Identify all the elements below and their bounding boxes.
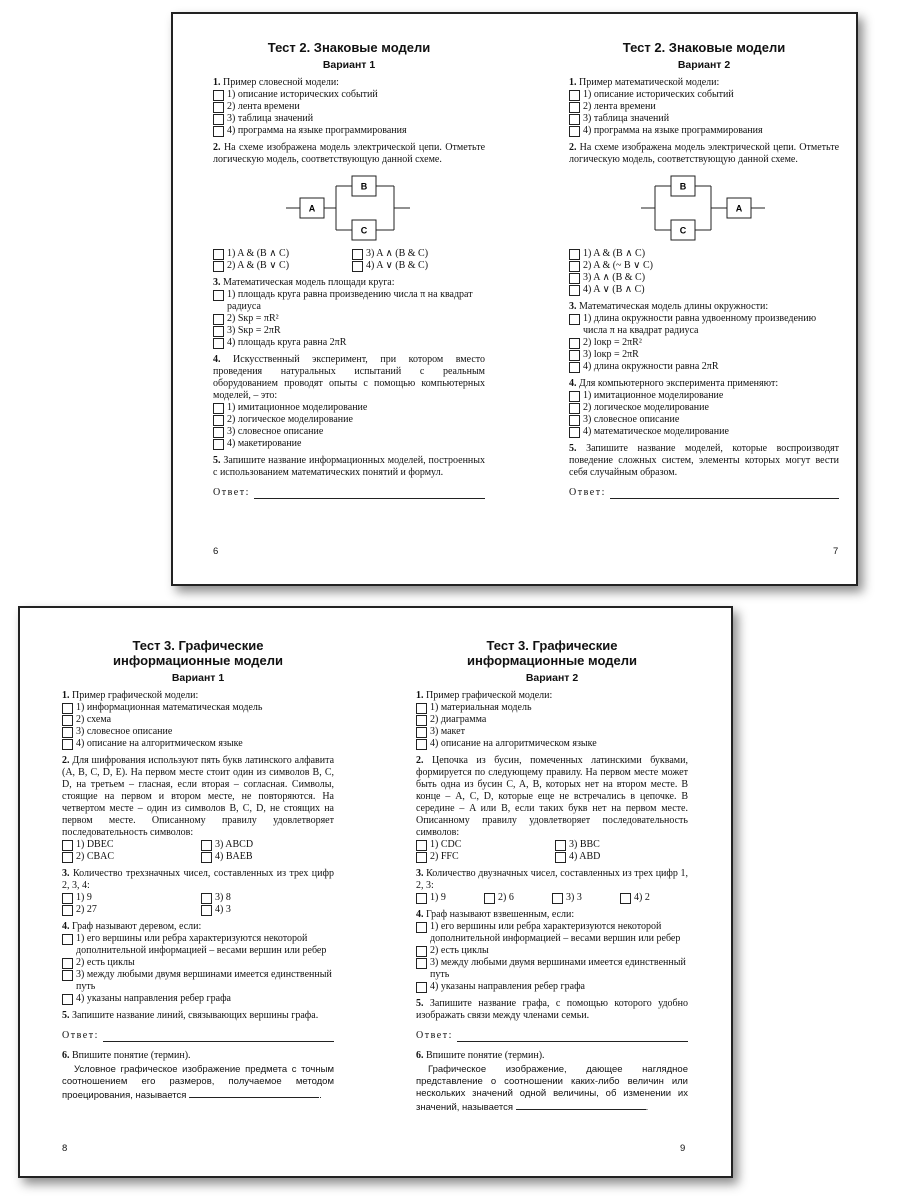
question-text: Математическая модель площади круга:: [223, 277, 395, 288]
answer-option[interactable]: 2) 6: [484, 892, 552, 904]
answer-option[interactable]: 4) BAEB: [201, 851, 334, 863]
question-4: [416, 909, 688, 993]
checkbox[interactable]: [213, 314, 224, 325]
answer-option[interactable]: 1) имитационное моделирование: [213, 402, 485, 414]
question-number: 3.: [62, 868, 70, 879]
question-3: [213, 277, 485, 349]
question-1: [569, 77, 839, 137]
answer-option[interactable]: 1) его вершины или ребра характеризуются некоторой дополнительной информацией – весами вершин или ребер: [62, 933, 334, 957]
checkbox[interactable]: [201, 893, 212, 904]
answer-option[interactable]: 1) DBEC: [62, 839, 195, 851]
answer-option[interactable]: 4) математическое моделирование: [569, 426, 839, 438]
question-text: Цепочка из бусин, помеченных латинскими буквами, формируется по следующему правилу. На первом месте может быть одна из бусин C, A, B, которых нет на втором месте. В конце – A, C, D, которые еще не встречались в цепочке. В середине – A или B, если таких букв нет на первом месте. Описанному правилу удовлетворяет последовательность символов:: [416, 755, 688, 838]
question-1: [213, 77, 485, 137]
answer-option[interactable]: 4) A ∨ (B ∧ C): [569, 284, 839, 296]
checkbox[interactable]: [213, 326, 224, 337]
node-label-a: A: [735, 203, 743, 214]
question-text: Пример графической модели:: [426, 690, 553, 701]
checkbox[interactable]: [213, 249, 224, 260]
answer-option[interactable]: 4) описание на алгоритмическом языке: [416, 738, 688, 750]
checkbox[interactable]: [416, 958, 427, 969]
node-label-c: C: [360, 225, 368, 236]
answer-label: Ответ:: [213, 487, 250, 498]
checkbox[interactable]: [484, 893, 495, 904]
answer-line[interactable]: [457, 1032, 688, 1042]
question-number: 4.: [416, 909, 424, 920]
question-number: 1.: [213, 77, 221, 88]
checkbox[interactable]: [62, 739, 73, 750]
answer-option[interactable]: 2) FFC: [416, 851, 549, 863]
checkbox[interactable]: [213, 403, 224, 414]
page-number: 9: [680, 1143, 686, 1154]
question-number: 2.: [213, 142, 221, 153]
answer-label: Ответ:: [416, 1030, 453, 1041]
checkbox[interactable]: [555, 840, 566, 851]
question-2: [213, 142, 485, 272]
checkbox[interactable]: [555, 852, 566, 863]
checkbox[interactable]: [201, 840, 212, 851]
checkbox[interactable]: [213, 102, 224, 113]
checkbox[interactable]: [569, 114, 580, 125]
question-number: 1.: [416, 690, 424, 701]
answer-option[interactable]: 2) lокр = 2πR²: [569, 337, 839, 349]
answer-option[interactable]: 1) имитационное моделирование: [569, 390, 839, 402]
question-text: Впишите понятие (термин).: [72, 1050, 191, 1061]
checkbox[interactable]: [569, 338, 580, 349]
checkbox[interactable]: [552, 893, 563, 904]
node-label-b: B: [360, 181, 368, 192]
answer-option[interactable]: 2) логическое моделирование: [569, 402, 839, 414]
checkbox[interactable]: [416, 922, 427, 933]
checkbox[interactable]: [213, 290, 224, 301]
checkbox[interactable]: [416, 840, 427, 851]
answer-option[interactable]: 3) словесное описание: [213, 426, 485, 438]
question-text: Запишите название информационных моделей, построенных с использованием математических понятий и формул.: [213, 455, 485, 478]
question-text: Искусственный эксперимент, при котором вместо проведения натуральных испытаний с реальным оборудованием проводят опыты с помощью компьютерных моделей, – это:: [213, 354, 485, 401]
checkbox[interactable]: [213, 338, 224, 349]
checkbox[interactable]: [416, 727, 427, 738]
answer-option[interactable]: 4) площадь круга равна 2πR: [213, 337, 485, 349]
page-title: Тест 2. Знаковые модели: [267, 40, 431, 55]
node-label-c: C: [679, 225, 687, 236]
question-4: [569, 378, 839, 438]
answer-option[interactable]: 3) lокр = 2πR: [569, 349, 839, 361]
test3-variant2-page: [416, 608, 688, 1114]
answer-option[interactable]: 1) его вершины или ребра характеризуются некоторой дополнительной информацией – весами вершин или ребер: [416, 921, 688, 945]
checkbox[interactable]: [569, 285, 580, 296]
answer-line[interactable]: [254, 489, 485, 499]
question-text: На схеме изображена модель электрической цепи. Отметьте логическую модель, соответствующую данной схеме.: [569, 142, 840, 165]
checkbox[interactable]: [62, 703, 73, 714]
definition-text: Условное графическое изображение предмета с точным соотношением его размеров, получаемое методом проецирования, называется: [62, 1064, 334, 1101]
checkbox[interactable]: [213, 114, 224, 125]
answer-option[interactable]: 1) 9: [62, 892, 195, 904]
question-2: [416, 755, 688, 863]
question-2: [569, 142, 839, 296]
answer-option[interactable]: 2) схема: [62, 714, 334, 726]
variant-label: Вариант 2: [525, 672, 579, 684]
checkbox[interactable]: [62, 934, 73, 945]
answer-option[interactable]: 4) длина окружности равна 2πR: [569, 361, 839, 373]
question-5: [213, 455, 485, 499]
question-number: 6.: [416, 1050, 424, 1061]
question-number: 4.: [213, 354, 221, 365]
checkbox[interactable]: [213, 415, 224, 426]
answer-option[interactable]: 1) описание исторических событий: [569, 89, 839, 101]
answer-option[interactable]: 2) диаграмма: [416, 714, 688, 726]
answer-blank[interactable]: [189, 1088, 319, 1098]
question-text: Граф называют деревом, если:: [72, 921, 202, 932]
checkbox[interactable]: [213, 439, 224, 450]
answer-option[interactable]: 1) A & (B ∧ C): [213, 248, 346, 260]
question-3: [416, 868, 688, 904]
checkbox[interactable]: [416, 946, 427, 957]
question-1: [62, 690, 334, 750]
checkbox[interactable]: [213, 261, 224, 272]
checkbox[interactable]: [201, 852, 212, 863]
answer-option[interactable]: 1) CDC: [416, 839, 549, 851]
question-4: [213, 354, 485, 450]
test2-variant1-page: [213, 14, 485, 499]
variant-label: Вариант 1: [171, 672, 225, 684]
question-text: Для компьютерного эксперимента применяют:: [579, 378, 779, 389]
question-number: 2.: [62, 755, 70, 766]
checkbox[interactable]: [62, 905, 73, 916]
checkbox[interactable]: [416, 739, 427, 750]
question-5: [62, 1010, 334, 1042]
answer-option[interactable]: 4) A ∨ (B & C): [352, 260, 485, 272]
answer-option[interactable]: 4) указаны направления ребер графа: [416, 981, 688, 993]
checkbox[interactable]: [569, 126, 580, 137]
answer-option[interactable]: 2) лента времени: [569, 101, 839, 113]
test3-spread: [18, 606, 733, 1178]
test2-variant2-page: [569, 14, 839, 499]
answer-option[interactable]: 2) есть циклы: [62, 957, 334, 969]
answer-option[interactable]: 4) указаны направления ребер графа: [62, 993, 334, 1005]
question-text: Запишите название графа, с помощью которого удобно изображать связи между членами семьи.: [416, 998, 689, 1021]
answer-option[interactable]: 4) описание на алгоритмическом языке: [62, 738, 334, 750]
checkbox[interactable]: [62, 840, 73, 851]
checkbox[interactable]: [416, 715, 427, 726]
answer-option[interactable]: 4) 3: [201, 904, 334, 916]
definition-text: Графическое изображение, дающее наглядное представление о соотношении каких-либо величин или нескольких значений одной величины, об изменении их значений, называется: [416, 1064, 688, 1113]
question-text: Математическая модель длины окружности:: [579, 301, 769, 312]
checkbox[interactable]: [416, 852, 427, 863]
answer-option[interactable]: 1) длина окружности равна удвоенному произведению числа π на квадрат радиуса: [569, 313, 839, 337]
question-4: [62, 921, 334, 1005]
answer-option[interactable]: 2) Sкр = πR²: [213, 313, 485, 325]
question-text: Количество двузначных чисел, составленных из трех цифр 1, 2, 3:: [416, 868, 688, 891]
answer-option[interactable]: 3) между любыми двумя вершинами имеется единственный путь: [416, 957, 688, 981]
answer-option[interactable]: 3) таблица значений: [213, 113, 485, 125]
question-text: Количество трехзначных чисел, составленных из трех цифр 2, 3, 4:: [62, 868, 334, 891]
answer-field[interactable]: [569, 487, 839, 499]
page-number: 7: [833, 546, 839, 557]
answer-field[interactable]: [213, 487, 485, 499]
checkbox[interactable]: [352, 249, 363, 260]
answer-option[interactable]: 3) словесное описание: [62, 726, 334, 738]
answer-option[interactable]: 3) Sкр = 2πR: [213, 325, 485, 337]
question-number: 1.: [569, 77, 577, 88]
answer-label: Ответ:: [569, 487, 606, 498]
node-label-a: A: [308, 203, 316, 214]
question-number: 1.: [62, 690, 70, 701]
question-number: 2.: [569, 142, 577, 153]
variant-label: Вариант 2: [677, 59, 731, 71]
answer-option[interactable]: 3) A ∧ (B & C): [569, 272, 839, 284]
answer-option[interactable]: 3) между любыми двумя вершинами имеется единственный путь: [62, 969, 334, 993]
answer-option[interactable]: 3) 8: [201, 892, 334, 904]
checkbox[interactable]: [569, 403, 580, 414]
answer-option[interactable]: 4) программа на языке программирования: [569, 125, 839, 137]
question-text: На схеме изображена модель электрической цепи. Отметьте логическую модель, соответствующую данной схеме.: [213, 142, 486, 165]
answer-option[interactable]: 1) описание исторических событий: [213, 89, 485, 101]
page-number: 8: [62, 1143, 68, 1154]
checkbox[interactable]: [569, 261, 580, 272]
question-number: 5.: [213, 455, 221, 466]
checkbox[interactable]: [569, 362, 580, 373]
page-title: Тест 3. Графические информационные модели: [467, 638, 637, 668]
question-number: 5.: [62, 1010, 70, 1021]
checkbox[interactable]: [569, 273, 580, 284]
answer-option[interactable]: 3) таблица значений: [569, 113, 839, 125]
answer-option[interactable]: 4) макетирование: [213, 438, 485, 450]
question-6: 6. Впишите понятие (термин). Графическое изображение, дающее наглядное представление о соотношении каких-либо величин или нескольких значений одной величины, об изменении их значений, называется .: [416, 1050, 688, 1113]
circuit-diagram: [284, 172, 414, 244]
checkbox[interactable]: [213, 126, 224, 137]
answer-option[interactable]: 2) A & (~ B ∨ C): [569, 260, 839, 272]
question-number: 3.: [416, 868, 424, 879]
checkbox[interactable]: [416, 982, 427, 993]
checkbox[interactable]: [569, 391, 580, 402]
checkbox[interactable]: [352, 261, 363, 272]
checkbox[interactable]: [62, 970, 73, 981]
answer-option[interactable]: 3) макет: [416, 726, 688, 738]
checkbox[interactable]: [569, 415, 580, 426]
question-6: 6. Впишите понятие (термин). Условное графическое изображение предмета с точным соотношением его размеров, получаемое методом проецирования, называется .: [62, 1050, 334, 1101]
question-text: Пример математической модели:: [579, 77, 720, 88]
question-text: Пример словесной модели:: [223, 77, 339, 88]
checkbox[interactable]: [569, 90, 580, 101]
question-5: [569, 443, 839, 499]
question-number: 6.: [62, 1050, 70, 1061]
checkbox[interactable]: [213, 427, 224, 438]
answer-option[interactable]: 2) 27: [62, 904, 195, 916]
answer-option[interactable]: 2) есть циклы: [416, 945, 688, 957]
answer-option[interactable]: 4) ABD: [555, 851, 688, 863]
question-number: 5.: [416, 998, 424, 1009]
checkbox[interactable]: [569, 102, 580, 113]
checkbox[interactable]: [620, 893, 631, 904]
circuit-diagram: [639, 172, 769, 244]
page-number: 6: [213, 546, 219, 557]
test3-variant1-page: [62, 608, 334, 1102]
checkbox[interactable]: [62, 893, 73, 904]
answer-option[interactable]: 3) ABCD: [201, 839, 334, 851]
checkbox[interactable]: [62, 727, 73, 738]
checkbox[interactable]: [569, 350, 580, 361]
question-number: 3.: [569, 301, 577, 312]
question-text: Впишите понятие (термин).: [426, 1050, 545, 1061]
question-text: Граф называют взвешенным, если:: [426, 909, 575, 920]
question-text: Запишите название моделей, которые воспроизводят поведение сложных систем, элементы которых могут вести себя случайным образом.: [569, 443, 840, 478]
answer-option[interactable]: 3) 3: [552, 892, 620, 904]
answer-option[interactable]: 1) информационная математическая модель: [62, 702, 334, 714]
answer-option[interactable]: 2) CBAC: [62, 851, 195, 863]
question-number: 4.: [62, 921, 70, 932]
answer-option[interactable]: 2) лента времени: [213, 101, 485, 113]
answer-field[interactable]: [416, 1030, 688, 1042]
test2-spread: [171, 12, 858, 586]
checkbox[interactable]: [62, 852, 73, 863]
answer-label: Ответ:: [62, 1030, 99, 1041]
answer-option[interactable]: 1) площадь круга равна произведению числа π на квадрат радиуса: [213, 289, 485, 313]
checkbox[interactable]: [569, 249, 580, 260]
answer-option[interactable]: 2) логическое моделирование: [213, 414, 485, 426]
answer-option[interactable]: 1) A & (B ∧ C): [569, 248, 839, 260]
question-text: Пример графической модели:: [72, 690, 199, 701]
question-number: 4.: [569, 378, 577, 389]
question-3: [569, 301, 839, 373]
question-2: [62, 755, 334, 863]
question-text: Запишите название линий, связывающих вершины графа.: [72, 1010, 319, 1021]
checkbox[interactable]: [569, 314, 580, 325]
answer-line[interactable]: [103, 1032, 334, 1042]
answer-option[interactable]: 4) программа на языке программирования: [213, 125, 485, 137]
checkbox[interactable]: [62, 994, 73, 1005]
answer-line[interactable]: [610, 489, 839, 499]
page-title: Тест 3. Графические информационные модели: [113, 638, 283, 668]
answer-option[interactable]: 1) 9: [416, 892, 484, 904]
question-number: 2.: [416, 755, 424, 766]
checkbox[interactable]: [62, 715, 73, 726]
checkbox[interactable]: [416, 703, 427, 714]
answer-option[interactable]: 3) BBC: [555, 839, 688, 851]
answer-blank[interactable]: [516, 1100, 646, 1110]
answer-option[interactable]: 1) материальная модель: [416, 702, 688, 714]
question-number: 5.: [569, 443, 577, 454]
checkbox[interactable]: [416, 893, 427, 904]
page-title: Тест 2. Знаковые модели: [622, 40, 786, 55]
question-number: 3.: [213, 277, 221, 288]
node-label-b: B: [679, 181, 687, 192]
checkbox[interactable]: [201, 905, 212, 916]
answer-field[interactable]: [62, 1030, 334, 1042]
answer-option[interactable]: 3) A ∧ (B & C): [352, 248, 485, 260]
checkbox[interactable]: [569, 427, 580, 438]
question-3: [62, 868, 334, 916]
question-text: Для шифрования используют пять букв латинского алфавита (A, B, C, D, E). На первом месте стоит один из символов B, C, D, на третьем – гласная, если вторая – согласная. Символы, стоящие на первом и втором месте, не повторяются. На четвертом месте – один из символов B, C, D, не стоящих на первом месте. Описанному правилу удовлетворяет последовательность символов:: [62, 755, 335, 838]
checkbox[interactable]: [62, 958, 73, 969]
question-5: [416, 998, 688, 1042]
variant-label: Вариант 1: [322, 59, 376, 71]
answer-option[interactable]: 4) 2: [620, 892, 688, 904]
answer-option[interactable]: 3) словесное описание: [569, 414, 839, 426]
checkbox[interactable]: [213, 90, 224, 101]
question-1: [416, 690, 688, 750]
answer-option[interactable]: 2) A & (B ∨ C): [213, 260, 346, 272]
